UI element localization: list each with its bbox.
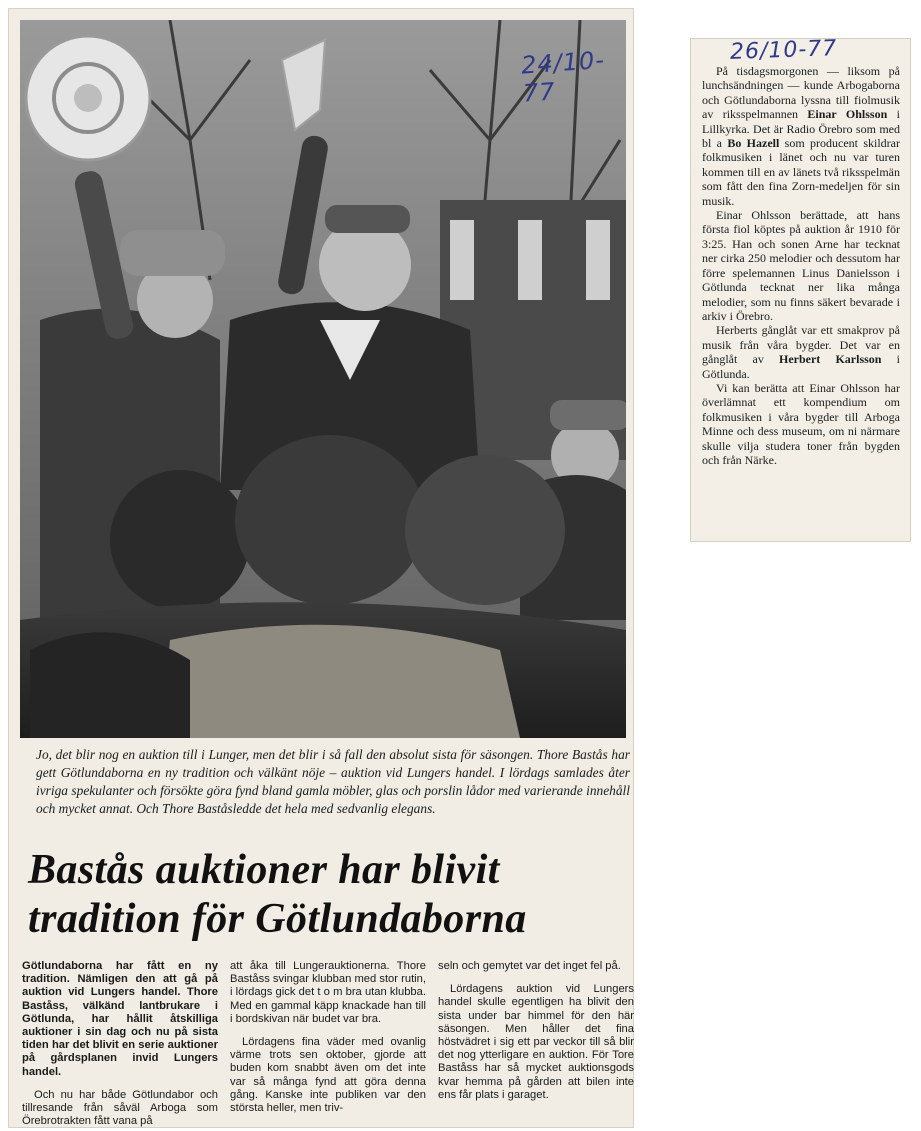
handwritten-date-side: 26/10-77 [729, 36, 838, 65]
handwritten-date-photo: 24/10-77 [520, 45, 606, 108]
side-article [702, 64, 900, 467]
side-text-run: Herberts gånglåt var ett smakprov på musik från våra bygder. Det var en gånglåt av [702, 323, 900, 367]
side-name-herbert: Herbert Karlsson [778, 352, 882, 367]
side-text-run: i Lillkyrka. Det är Radio Örebro som med bl a [702, 107, 900, 151]
article-column-3 [438, 960, 634, 1130]
headline [28, 846, 628, 944]
photo-illustration [20, 20, 626, 738]
side-paragraph-4: Vi kan berätta att Einar Ohlsson har överlämnat ett kompendium om folkmusiken i våra bygder till Arboga Minne och dess museum, om ni närmare skulle vilja studera toner från bygden och från Närke. [702, 380, 900, 467]
headline-line-1: Bastås auktioner har blivit [28, 847, 500, 893]
article-paragraph: att åka till Lungerauktionerna. Thore Baståss svingar klubban med stor rutin, i lördags gick det t o m bra utan klubba. Med en gammal käpp knackade han till i bordskivan när budet var bra. [230, 960, 426, 1025]
side-paragraph-2: Einar Ohlsson berättade, att hans första fiol köptes på auktion år 1910 för 3:25. Han och sonen Arne har tecknat ner cirka 250 melodier och dessutom har förre spelemannen Linus Danielsson i Götlunda tecknat ner lika många melodier, som nu finns säkert bevarade i arkiv i Örebro. [702, 208, 900, 323]
side-paragraph-1 [702, 64, 900, 208]
headline-line-2: tradition för Götlundaborna [28, 896, 527, 942]
side-clipping [690, 38, 911, 542]
article-paragraph: Och nu har både Götlundabor och tillresande från såväl Arboga som Örebrotrakten fått vana på [22, 1088, 218, 1128]
article-column-1 [22, 960, 218, 1130]
side-name-einar: Einar Ohlsson [807, 107, 888, 122]
article-paragraph: seln och gemytet var det inget fel på. [438, 960, 621, 972]
article-column-2 [230, 960, 426, 1130]
side-text-run: i Götlunda. [702, 352, 900, 381]
main-clipping [8, 8, 634, 1128]
side-paragraph-3 [702, 323, 900, 381]
article-paragraph: Lördagens auktion vid Lungers handel skulle egentligen ha blivit den sista under bar himmel för den här säsongen. Men håller det fina höstvädret i sig ett par veckor till så blir det nog ytterligare en auktion. För Tore Baståss har så mycket auktionsgods kvar hemma på gården att bilen inte ens får plats i garaget. [438, 983, 634, 1101]
side-text-run: som producent skildrar folkmusiken i länet och nu var turen kommen till en av länets två riksspelmän som fått den fina Zorn-medeljen för sin musik. [702, 136, 900, 208]
article-paragraph: Lördagens fina väder med ovanlig värme trots sen oktober, gjorde att buden kom snabbt även om det inte var så många fynd att göra denna gång. Kanske inte publiken var den största heller, men triv- [230, 1036, 426, 1115]
auction-photo [20, 20, 626, 738]
photo-caption: Jo, det blir nog en auktion till i Lunger, men det blir i så fall den absolut sista för säsongen. Thore Bastås har gett Götlundaborna en ny tradition och välkänt nöje – auktion vid Lungers handel. I lördags samlades åter ivriga spekulanter och försökte göra fynd bland gamla möbler, glas och porslin lådor med varierande innehåll och mycket annat. Och Thore Baståsledde det hela med sedvanlig elegans. [36, 747, 630, 816]
article-lead: Götlundaborna har fått en ny tradition. Nämligen den att gå på auktion vid Lungers handel. Thore Baståss, välkänd lantbrukare i Götlunda, har hållit åtskilliga auktioner i sin dag och nu på sista tiden har det blivit en serie auktioner på gårdsplanen invid Lungers handel. [22, 960, 218, 1078]
article-columns [22, 960, 634, 1130]
side-text-run: På tisdagsmorgonen — liksom på lunchsändningen — kunde Arbogaborna och Götlundaborna lyssna till fiolmusik av riksspelmannen [702, 64, 900, 122]
side-name-bo: Bo Hazell [727, 136, 780, 151]
